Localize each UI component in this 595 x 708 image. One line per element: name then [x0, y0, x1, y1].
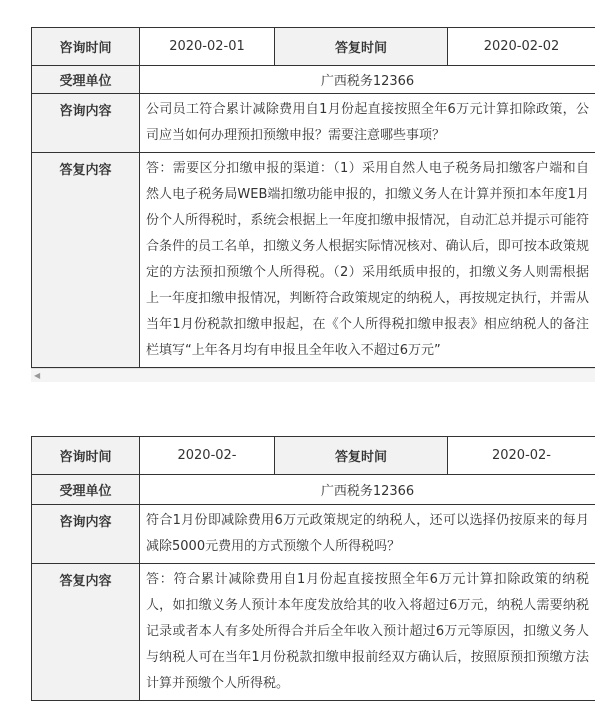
question-text: 符合1月份即减除费用6万元政策规定的纳税人，还可以选择仍按原来的每月减除5000元费用的方式预缴个人所得税吗？	[140, 505, 595, 564]
unit-value: 广西税务12366	[140, 66, 595, 94]
unit-value: 广西税务12366	[140, 475, 595, 505]
horizontal-scrollbar[interactable]	[31, 368, 595, 382]
answer-label: 答复内容	[32, 564, 140, 701]
qa-record-1	[31, 27, 595, 382]
question-label: 咨询内容	[32, 505, 140, 564]
consult-time-value: 2020-02-	[140, 437, 275, 475]
answer-row	[32, 153, 595, 368]
reply-time-value: 2020-02-	[448, 437, 595, 475]
consult-time-label: 咨询时间	[32, 437, 140, 475]
time-row	[32, 28, 595, 66]
reply-time-label: 答复时间	[275, 437, 448, 475]
reply-time-value: 2020-02-02	[448, 28, 595, 66]
unit-row	[32, 66, 595, 94]
scroll-left-arrow-icon[interactable]: ◀	[34, 371, 41, 380]
unit-row	[32, 475, 595, 505]
unit-label: 受理单位	[32, 66, 140, 94]
question-row	[32, 94, 595, 153]
answer-text: 答：需要区分扣缴申报的渠道：（1）采用自然人电子税务局扣缴客户端和自然人电子税务局WEB端扣缴功能申报的，扣缴义务人在计算并预扣本年度1月份个人所得税时，系统会根据上一年度扣缴申报情况，自动汇总并提示可能符合条件的员工名单，扣缴义务人根据实际情况核对、确认后，即可按本政策规定的方法预扣预缴个人所得税。（2）采用纸质申报的，扣缴义务人则需根据上一年度扣缴申报情况，判断符合政策规定的纳税人，再按规定执行，并需从当年1月份税款扣缴申报起，在《个人所得税扣缴申报表》相应纳税人的备注栏填写“上年各月均有申报且全年收入不超过6万元”	[140, 153, 595, 368]
qa-record-2	[31, 436, 595, 701]
consult-time-label: 咨询时间	[32, 28, 140, 66]
question-label: 咨询内容	[32, 94, 140, 153]
reply-time-label: 答复时间	[275, 28, 448, 66]
question-row	[32, 505, 595, 564]
qa-table-2	[31, 436, 595, 701]
qa-table-1	[31, 27, 595, 368]
answer-row	[32, 564, 595, 701]
answer-label: 答复内容	[32, 153, 140, 368]
unit-label: 受理单位	[32, 475, 140, 505]
time-row	[32, 437, 595, 475]
consult-time-value: 2020-02-01	[140, 28, 275, 66]
answer-text: 答：符合累计减除费用自1月份起直接按照全年6万元计算扣除政策的纳税人，如扣缴义务人预计本年度发放给其的收入将超过6万元，纳税人需要纳税记录或者本人有多处所得合并后全年收入预计超过6万元等原因，扣缴义务人与纳税人可在当年1月份税款扣缴申报前经双方确认后，按照原预扣预缴方法计算并预缴个人所得税。	[140, 564, 595, 701]
question-text: 公司员工符合累计减除费用自1月份起直接按照全年6万元计算扣除政策，公司应当如何办理预扣预缴申报？需要注意哪些事项？	[140, 94, 595, 153]
